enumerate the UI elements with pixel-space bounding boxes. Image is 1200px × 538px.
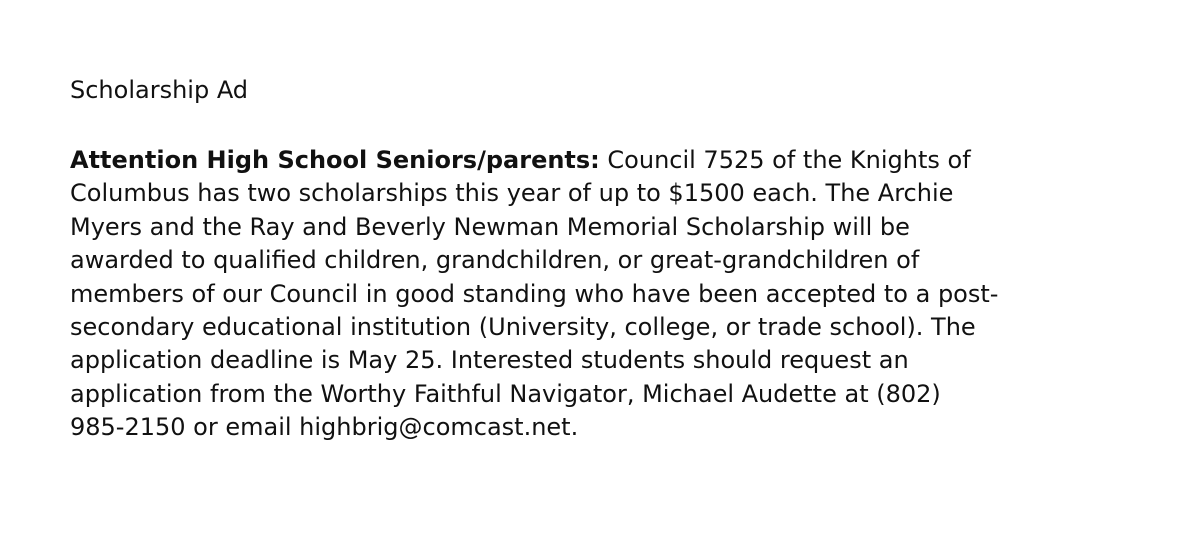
paragraph-line-9: 985-2150 or email highbrig@comcast.net. [70,413,579,442]
paragraph-line-1 [70,144,1170,177]
paragraph-line-4: awarded to qualified children, grandchildren, or great-grandchildren of [70,246,920,275]
document-title: Scholarship Ad [70,76,249,104]
announcement-paragraph [70,144,1170,445]
paragraph-line-6: secondary educational institution (University, college, or trade school). The [70,313,976,342]
paragraph-lead: Attention High School Seniors/parents: [70,146,600,174]
paragraph-line-7: application deadline is May 25. Interested students should request an [70,346,909,375]
paragraph-line-5: members of our Council in good standing who have been accepted to a post- [70,279,999,308]
document-page [70,74,1170,445]
paragraph-line-2: Columbus has two scholarships this year of up to $1500 each. The Archie [70,179,954,208]
paragraph-line-3: Myers and the Ray and Beverly Newman Memorial Scholarship will be [70,212,910,241]
paragraph-line-8: application from the Worthy Faithful Navigator, Michael Audette at (802) [70,379,941,408]
paragraph-line-1-text: Council 7525 of the Knights of [599,146,971,174]
